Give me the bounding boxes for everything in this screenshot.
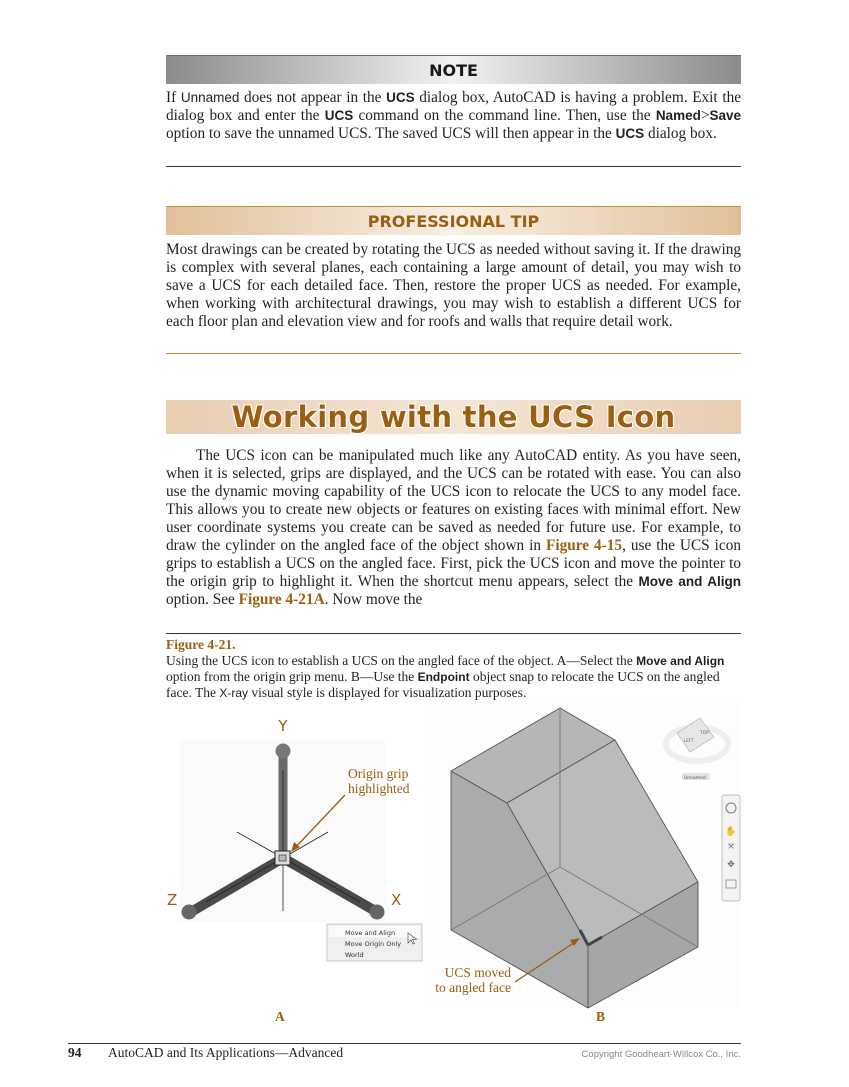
command-term: Move and Align [638,574,741,589]
text-run: option. See [166,591,239,608]
command-term: Save [709,108,741,123]
copyright: Copyright Goodheart-Willcox Co., Inc. [581,1049,741,1060]
menu-item-move-and-align: Move and Align [345,929,396,937]
zoom-icon: ⤧ [727,842,735,852]
text-run: , use the UCS icon grips to establish a UCS on the angled face. First, pick the UCS icon and move the pointer to the origin grip to highlight it. When the shortcut menu appears, select the [166,537,741,590]
figure-title: Figure 4-21. [166,637,236,652]
y-axis-label: Y [278,717,288,735]
text-run: does not appear in the [239,89,387,106]
text-run: > [700,107,710,124]
callout-line: highlighted [348,781,410,796]
text-run: visual style is displayed for visualization purposes. [248,685,527,700]
page-number: 94 [68,1045,82,1060]
text-run: object snap to relocate the UCS on the angled face. The [166,669,720,700]
note-heading: NOTE [166,55,741,84]
professional-tip-heading: PROFESSIONAL TIP [166,206,741,235]
figure-reference: Figure 4-21A [238,591,325,608]
command-term: Named [655,108,701,123]
text-run: dialog box. [644,125,717,142]
ucs-moved-callout [434,965,511,995]
x-axis-label: X [391,891,402,909]
navigation-bar [722,795,740,901]
orbit-icon: ✥ [727,860,735,870]
section-heading: Working with the UCS Icon [166,400,741,434]
footer-divider [68,1043,741,1044]
command-term: Move and Align [636,654,725,668]
command-term: X-ray [219,686,249,700]
text-run: The UCS icon can be manipulated much like any AutoCAD entity. As you have seen, when it is selected, grips are displayed, and the UCS can be rotated with ease. You can also use the dynamic moving capability of the UCS icon to relocate the UCS to any model face. This allows you to create new objects or features on existing faces with minimal effort. New user coordinate systems you create can be saved as needed for future use. For example, to draw the cylinder on the angled face of the object shown in [166,447,741,554]
viewcube-top-face: TOP [700,731,710,736]
command-term: Endpoint [417,670,470,684]
menu-item-move-origin-only: Move Origin Only [345,940,402,948]
text-run: command on the command line. Then, use the [353,107,656,124]
z-axis-grip [182,905,197,920]
panel-a-label: A [275,1009,285,1024]
figure-reference: Figure 4-15 [546,537,623,554]
ucs-dropdown-value: Unnamed [684,776,706,781]
origin-grip-menu [327,924,422,961]
text-run: . Now move the [324,591,423,608]
command-term: Unnamed [180,90,240,105]
text-run: dialog box, AutoCAD is having a problem. Exit the dialog box and enter the [166,89,742,124]
book-title: AutoCAD and Its Applications—Advanced [108,1045,344,1060]
text-run: Most drawings can be created by rotating the UCS as needed without saving it. If the drawing is complex with several planes, each containing a large amount of detail, you may wish to save a UCS for each detailed face. Then, restore the proper UCS as needed. For example, when working with architectural drawings, you may wish to establish a different UCS for each floor plan and elevation view and for roofs and walls that require detail work. [166,241,741,330]
command-term: UCS [386,90,415,105]
text-run: option from the origin grip menu. B—Use the [166,669,418,684]
text-run: option to save the unnamed UCS. The saved UCS will then appear in the [166,125,616,142]
pan-icon: ✋ [725,827,737,837]
y-axis-grip [276,744,291,759]
viewcube-left-face: LEFT [684,738,694,743]
callout-line: to angled face [435,980,511,995]
command-term: UCS [615,126,645,141]
text-run: Using the UCS icon to establish a UCS on the angled face of the object. A—Select the [166,653,637,668]
callout-line: UCS moved [444,965,511,980]
command-term: UCS [324,108,354,123]
menu-item-world: World [345,951,364,959]
panel-b-label: B [596,1009,606,1024]
z-axis-label: Z [167,891,178,909]
x-axis-grip [370,905,385,920]
origin-grip-callout [348,766,410,796]
callout-line: Origin grip [348,766,409,781]
text-run: If [166,89,181,106]
